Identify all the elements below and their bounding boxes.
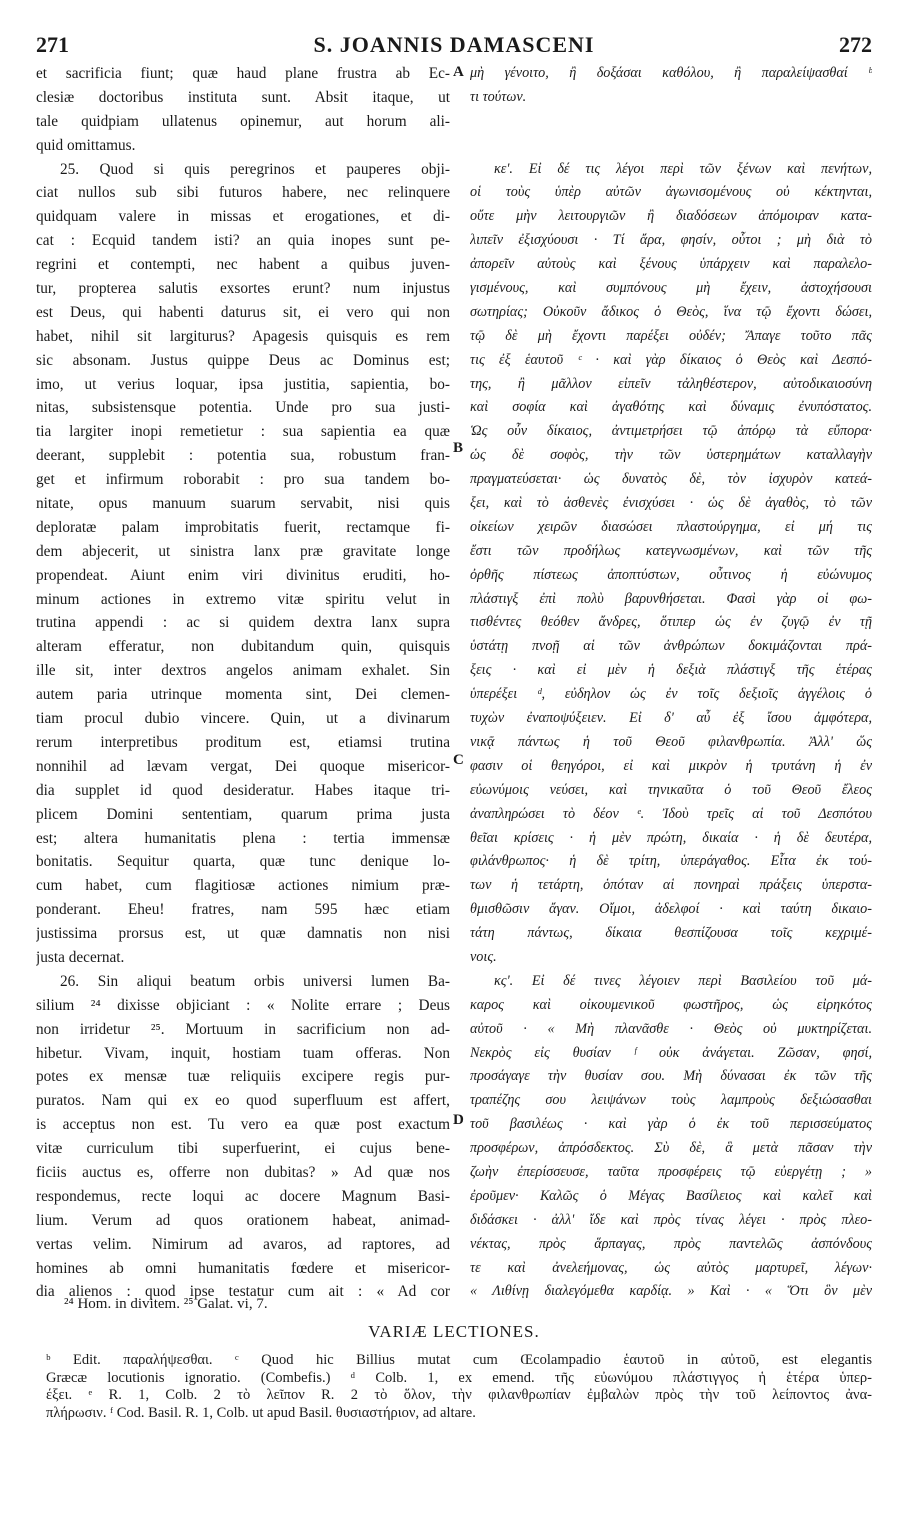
- greek-line: νικᾷ πάντως ἡ τοῦ Θεοῦ φιλανθρωπία. Ἀλλ' ὥς: [470, 733, 872, 750]
- latin-line: 25. Quod si quis peregrinos et pauperes obji-: [60, 160, 450, 178]
- latin-line: lium. Verum ad quos orationem habeat, animad-: [36, 1211, 450, 1229]
- latin-line: dia supplet id quod desideratur. Habes itaque tri-: [36, 781, 450, 799]
- greek-line: « Λιθίνῃ διαλεγόμεθα καρδίᾳ. » Καὶ · « Ὅτι ὃν μὲν: [470, 1283, 872, 1300]
- greek-line: τάτη πάντως, δίκαια θεσπίζουσα τοῖς κεχριμέ-: [470, 925, 872, 942]
- latin-line: ficiis auctus es, offerre non dubitas? » Ad quæ nos: [36, 1163, 450, 1181]
- latin-line: regrini et contempti, nec habent a quibus juven-: [36, 256, 450, 274]
- latin-line: deploratæ palam improbitatis fuerit, rectamque fi-: [36, 518, 450, 536]
- latin-line: trutina appendi : ac si quidem dextra lanx supra: [36, 614, 450, 632]
- latin-line: et sacrificia fiunt; quæ haud plane frustra ab Ec-: [36, 65, 450, 82]
- latin-column: [36, 62, 450, 1304]
- greek-line: ἐροῦμεν· Καλῶς ὁ Μέγας Βασίλειος καὶ καλεῖ καὶ: [470, 1187, 872, 1204]
- latin-line: minum actiones in extremo vitæ spiritu velut in: [36, 590, 450, 608]
- margin-marker-a: A: [453, 64, 464, 80]
- greek-line: ὑστάτῃ πνοῇ αἱ τῶν ἀνθρώπων δοκιμάζονται πρά-: [470, 638, 872, 655]
- greek-line: κς'. Εἰ δέ τινες λέγοιεν περὶ Βασιλείου τοῦ μά-: [494, 972, 872, 989]
- latin-line: nonnihil ad lævam vergat, Dei quoque misericor-: [36, 757, 450, 775]
- page-number-right: 272: [839, 32, 872, 57]
- greek-line: φιλάνθρωπος· ἡ δὲ τρίτη, ὑπεράγαθος. Εἶτα ἐκ τού-: [470, 853, 872, 870]
- greek-line: προσφέρων, ἀπρόσδεκτος. Σὺ δὲ, ἃ μετὰ πᾶσαν τὴν: [470, 1140, 872, 1157]
- latin-line: 26. Sin aliqui beatum orbis universi lumen Ba-: [60, 972, 450, 990]
- latin-line: clesiæ doctoribus instituta sunt. Absit itaque, ut: [36, 88, 450, 106]
- greek-line: πλάστιγξ ἐπὶ πολὺ βαρυνθήσεται. Φασὶ γὰρ οἱ φω-: [470, 590, 872, 607]
- greek-line: Ὡς οὖν δίκαιος, ἀντιμετρήσει τῷ ἀπόρῳ τὰ εὔπορα·: [470, 423, 872, 440]
- greek-line: τοῦ βασιλέως · καὶ γὰρ ὁ ἐκ τοῦ περισσεύματος: [470, 1116, 872, 1133]
- greek-line: τι τούτων.: [470, 88, 527, 105]
- latin-line: vertas velim. Nimirum ad avaros, ad raptores, ad: [36, 1235, 450, 1253]
- latin-line: ciat nullos sub sibi futuros habere, nec relinquere: [36, 184, 450, 202]
- latin-line: get et infirmum roborabit : pro sua tandem bo-: [36, 471, 450, 489]
- footnotes: ²⁴ Hom. in divitem. ²⁵ Galat. vi, 7.: [64, 1296, 268, 1312]
- latin-line: habet, nihil sit largiturus? Apagesis quisquis es rem: [36, 327, 450, 345]
- running-header: [36, 32, 872, 60]
- latin-line: imo, ut verius loquar, ipsa justitia, sapientia, bo-: [36, 375, 450, 393]
- variae-line: πλήρωσιν. ᶠ Cod. Basil. R. 1, Colb. ut apud Basil. θυσιαστήριον, ad altare.: [46, 1404, 476, 1421]
- greek-line: μὴ γένοιτο, ἢ δοξάσαι καθόλου, ἢ παραλείψασθαί ᵇ: [470, 65, 872, 81]
- greek-line: γισμένους, καὶ συμπόνους μὴ ἔχειν, ἀστοχήσουσι: [470, 280, 872, 297]
- greek-line: προσάγαγε τὴν θυσίαν σου. Μὴ δύνασαι ἐκ τῶν τῆς: [470, 1068, 872, 1085]
- greek-line: οἰκείων χειρῶν διασώσει πλαστούργημα, εἰ μή τις: [470, 518, 872, 535]
- latin-line: deerant, supplebit : potentia sua, robustum fran-: [36, 447, 450, 465]
- variae-line: έξει. ᵉ R. 1, Colb. 2 τὸ λεῖπον R. 2 τὸ ὅλον, τὴν φιλανθρωπίαν ἐμβαλὼν πρὸς τὴν τοῦ λείποντος ἀνα-: [46, 1387, 872, 1403]
- running-title: S. JOANNIS DAMASCENI: [313, 32, 595, 57]
- greek-line: διδάσκει · ἀλλ' ἴδε καὶ πρὸς τίνας λέγει · πρὸς πλεο-: [470, 1211, 872, 1228]
- latin-line: justa decernat.: [36, 948, 125, 966]
- greek-line: λιπεῖν ἐξισχύουσι · Τί ἄρα, φησίν, οὗτοι ; μὴ διὰ τὸ: [470, 232, 872, 249]
- latin-line: respondemus, recte loqui ac docere Magnum Basi-: [36, 1187, 450, 1205]
- greek-line: ἀναπληρώσει τὸ δέον ᵉ. Ἰδοὺ τρεῖς αἱ τοῦ Δεσπότου: [470, 805, 872, 822]
- latin-line: potes ex mensæ tuæ reliquiis excipere regis pur-: [36, 1068, 450, 1086]
- variae-line: ᵇ Edit. παραλήψεσθαι. ᶜ Quod hic Billius mutat cum Œcolampadio ἑαυτοῦ in αὐτοῦ, est elegantis: [46, 1352, 872, 1368]
- greek-line: εὐωνύμοις νεύσει, καὶ τηνικαῦτα ὁ τοῦ Θεοῦ ἔλεος: [470, 781, 872, 798]
- greek-line: των ἡ τετάρτη, ὁπόταν αἱ πονηραὶ πράξεις ὑπερστα-: [470, 877, 872, 894]
- greek-line: νέκτας, πρὸς ἅρπαγας, πρὸς παντελῶς ἀσπόνδους: [470, 1235, 872, 1252]
- latin-line: non irridetur ²⁵. Mortuum in sacrificium non ad-: [36, 1020, 450, 1038]
- latin-line: nitate, opus manuum suarum servabit, nisi quis: [36, 495, 450, 513]
- latin-line: ponderant. Eheu! fratres, nam 595 hæc etiam: [36, 901, 450, 919]
- latin-line: tale quidpiam ullatenus opinemur, aut horum ali-: [36, 112, 450, 130]
- margin-marker-d: D: [453, 1112, 464, 1128]
- latin-line: silium ²⁴ dixisse objiciant : « Nolite errare ; Deus: [36, 996, 450, 1014]
- latin-line: est; altera humanitatis plena : tertia immensæ: [36, 829, 450, 847]
- greek-line: Νεκρὸς εἰς θυσίαν ᶠ οὐκ ἀνάγεται. Ζῶσαν, φησί,: [470, 1044, 872, 1061]
- greek-line: ὡς δὲ σοφὸς, τὴν τῶν ὑστερημάτων καταλλαγὴν: [470, 447, 872, 464]
- latin-line: justissima prorsus est, ut quæ damnatis non nisi: [36, 925, 450, 943]
- greek-line: τις ἐξ ἑαυτοῦ ᶜ · καὶ γὰρ δίκαιος ὁ Θεὸς καὶ Δεσπό-: [470, 351, 872, 368]
- latin-line: dem abjecerit, ut sinistra lanx præ gravitate longe: [36, 542, 450, 560]
- greek-line: οὔτε μὴν λειτουργιῶν ἢ διαδόσεων ἀπόμοιραν κατα-: [470, 208, 872, 225]
- latin-line: is acceptus non est. Tu vero ea quæ post exactum: [36, 1116, 450, 1134]
- greek-line: θμισθῶσιν ἄγαν. Οἴμοι, ἀδελφοί · καὶ ταύτη δικαιο-: [470, 901, 872, 918]
- latin-line: cum habet, cum flagitiosæ actiones nimium præ-: [36, 877, 450, 895]
- greek-line: οἱ τοὺς ὑπὲρ αὐτῶν ἀγωνισομένους οὐ κέκτηνται,: [470, 184, 872, 201]
- latin-line: tia largiter inopi remetietur : sua sapientia ea quæ: [36, 423, 450, 441]
- greek-line: τε καὶ ἀνελεήμονας, ὡς αὐτὸς μαρτυρεῖ, λέγων·: [470, 1259, 872, 1276]
- greek-line: καρος καὶ οἰκουμενικοῦ φωστῆρος, ὡς εἰρηκότος: [470, 996, 872, 1013]
- greek-line: τῷ δὲ μὴ ἔχοντι παρέξει οὐδέν; Ἄπαγε τοῦτο πᾶς: [470, 327, 872, 344]
- latin-line: cat : Ecquid tandem isti? an quia inopes sunt pe-: [36, 232, 450, 250]
- greek-column: [470, 62, 872, 1304]
- greek-line: τυχὼν ἐναποψύξειεν. Εἰ δ' αὖ ἐξ ἴσου ἀμφότερα,: [470, 710, 872, 727]
- variae-lectiones-title: VARIÆ LECTIONES.: [368, 1322, 540, 1341]
- latin-line: hibetur. Vivam, inquit, hostiam tuam offeras. Non: [36, 1044, 450, 1062]
- greek-line: αὐτοῦ · « Μὴ πλανᾶσθε · Θεὸς οὐ μυκτηρίζεται.: [470, 1020, 872, 1037]
- greek-line: φασιν οἱ θεηγόροι, εἰ καὶ μικρὸν ἡ τρυτάνη ἡ ἐν: [470, 757, 872, 774]
- latin-line: rerum interpretibus proditum est, etiamsi trutina: [36, 733, 450, 751]
- latin-line: autem paria utrinque momenta sint, Dei clemen-: [36, 686, 450, 704]
- greek-line: [470, 134, 872, 158]
- greek-line: νοις.: [470, 948, 497, 965]
- variae-line: Græcæ locutionis ignoratio. (Combefis.) ᵈ Colb. 1, ex emend. τῆς εὐωνύμου πλάστιγγος ἡ ἑτέρα ὑπερ-: [46, 1369, 872, 1386]
- greek-line: θεῖαι κρίσεις · ἡ μὲν πρώτη, δικαία · ἡ δὲ δευτέρα,: [470, 829, 872, 846]
- greek-line: ξεις · καὶ εἰ μὲν ἡ δεξιὰ πλάστιγξ τῆς ἑτέρας: [470, 662, 872, 679]
- greek-line: ἀπορεῖν αὐτοὺς καὶ ξένους ὑπάρχειν καὶ παραλελο-: [470, 256, 872, 273]
- variae-lectiones: [46, 1352, 872, 1422]
- greek-line: ὀρθῆς πίστεως ἀποπτύστων, οὗτινος ἡ εὐώνυμος: [470, 566, 872, 583]
- latin-line: plicem Domini sententiam, quarum prima justa: [36, 805, 450, 823]
- greek-line: σωτηρίας; Οὐκοῦν ἄδικος ὁ Θεὸς, ἵνα τῷ ἔχοντι δώσει,: [470, 303, 872, 320]
- greek-line: ζωὴν ἐπερίσσευσε, ταῦτα προσφέρεις τῷ εὐεργέτῃ ; »: [470, 1163, 872, 1180]
- greek-line: καὶ σοφία καὶ ἀγαθότης καὶ δύναμις ἐνυπόστατος.: [470, 399, 872, 416]
- latin-line: vitæ curriculum tibi superfuerint, ei cujus bene-: [36, 1140, 450, 1158]
- latin-line: quidquam valere in missas et erogationes, et di-: [36, 208, 450, 226]
- latin-line: homines ab omni humanitatis fœdere et misericor-: [36, 1259, 450, 1277]
- latin-line: sic absonam. Justus quippe Deus ac Dominus est;: [36, 351, 450, 369]
- latin-line: dia alienos : quod ipse testatur cum ait : « Ad cor: [36, 1283, 450, 1301]
- greek-line: ἔστι τῶν προδήλως κατεγνωσμένων, καὶ τῶν τῆς: [470, 542, 872, 559]
- greek-line: τισθέντες θεόθεν ἄνδρες, ὅτιπερ ὡς ἐν ζυγῷ ἐν τῇ: [470, 614, 872, 631]
- latin-line: tiam procul dubio vincere. Quin, ut a divinarum: [36, 710, 450, 728]
- latin-line: alteram efferatur, non dubitandum quin, quisquis: [36, 638, 450, 656]
- latin-line: est Deus, qui habenti daturus sit, ei vero qui non: [36, 303, 450, 321]
- greek-line: [470, 110, 872, 134]
- latin-line: tur, propterea salutis exsortes erunt? num injustus: [36, 280, 450, 298]
- greek-line: πραγματεύσεται· ὡς δυνατὸς δὲ, τὸν ἰσχυρὸν κατεά-: [470, 471, 872, 488]
- greek-line: κε'. Εἰ δέ τις λέγοι περὶ τῶν ξένων καὶ πενήτων,: [494, 160, 872, 177]
- margin-marker-b: B: [453, 440, 464, 456]
- latin-line: quid omittamus.: [36, 136, 136, 154]
- page-number-left: 271: [36, 32, 69, 57]
- greek-line: ὑπερέξει ᵈ, εὐδηλον ὡς ἐν τοῖς δεξιοῖς ἀγγέλοις ὁ: [470, 686, 872, 703]
- latin-line: bonitatis. Sequitur quarta, quæ tunc denique lo-: [36, 853, 450, 871]
- greek-line: ξει, καὶ τὸ ἀσθενὲς ἐνισχύσει · ὡς δὲ ἀγαθὸς, τὸ τῶν: [470, 495, 872, 512]
- latin-line: nitas, subsistensque potentia. Unde pro sua justi-: [36, 399, 450, 417]
- latin-line: ille sit, inter dextros angelos animam exhalet. Sin: [36, 662, 450, 680]
- latin-line: propendeat. Aiunt enim viri divinitus eruditi, ho-: [36, 566, 450, 584]
- margin-marker-c: C: [453, 752, 464, 768]
- greek-line: τραπέζης σου λειψάνων τοὺς λαμπροὺς δεξιώσασθαι: [470, 1092, 872, 1109]
- latin-line: puratos. Nam qui ex eo quod superfluum est affert,: [36, 1092, 450, 1110]
- greek-line: της, ἢ μᾶλλον εἰπεῖν τἀληθέστερον, αὐτοδικαιοσύνη: [470, 375, 872, 392]
